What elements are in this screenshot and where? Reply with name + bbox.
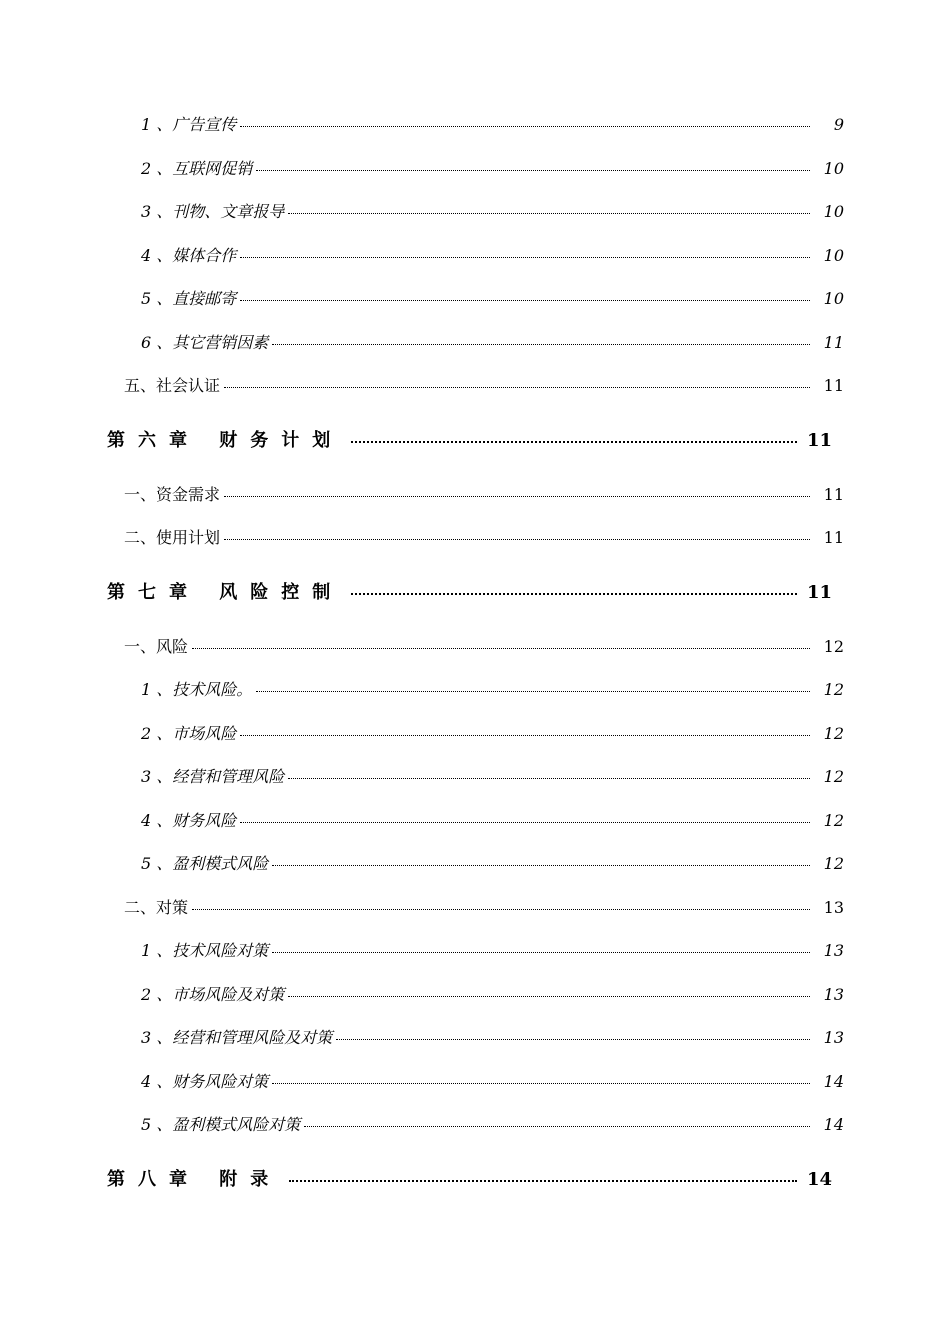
toc-entry[interactable]	[141, 808, 844, 831]
toc-entry-title: 1 、技术风险。	[141, 680, 253, 699]
toc-entry-page: 13	[823, 941, 844, 960]
dot-leader	[288, 778, 810, 779]
toc-chapter-title: 第七章 风险控制	[107, 582, 344, 603]
dot-leader	[256, 691, 810, 692]
toc-entry[interactable]	[124, 895, 844, 918]
toc-chapter-page: 11	[807, 582, 833, 603]
toc-entry[interactable]	[141, 677, 844, 700]
dot-leader	[240, 300, 810, 301]
toc-entry-title: 2 、市场风险	[141, 724, 237, 743]
toc-entry-page: 12	[823, 724, 844, 743]
dot-leader	[289, 1180, 797, 1182]
toc-entry-title: 5 、盈利模式风险	[141, 854, 269, 873]
toc-entry-title: 5 、直接邮寄	[141, 289, 237, 308]
toc-entry-page: 10	[823, 246, 844, 265]
toc-entry[interactable]	[141, 330, 844, 353]
toc-chapter[interactable]	[107, 578, 833, 604]
toc-entry[interactable]	[141, 156, 844, 179]
toc-entry-page: 11	[823, 528, 844, 547]
toc-entry-page: 14	[823, 1072, 844, 1091]
dot-leader	[272, 344, 810, 345]
toc-entry-title: 4 、媒体合作	[141, 246, 237, 265]
dot-leader	[224, 387, 810, 388]
toc-entry-page: 10	[823, 289, 844, 308]
toc-entry-title: 2 、互联网促销	[141, 159, 253, 178]
toc-chapter[interactable]	[107, 1165, 833, 1191]
toc-entry-page: 10	[823, 159, 844, 178]
toc-entry-title: 3 、经营和管理风险	[141, 767, 285, 786]
toc-entry[interactable]	[141, 112, 844, 135]
toc-entry-title: 二、使用计划	[124, 528, 221, 547]
toc-entry[interactable]	[141, 721, 844, 744]
toc-entry-title: 5 、盈利模式风险对策	[141, 1115, 301, 1134]
toc-entry-page: 11	[823, 485, 844, 504]
toc-entry-title: 3 、刊物、文章报导	[141, 202, 285, 221]
dot-leader	[224, 496, 810, 497]
dot-leader	[304, 1126, 810, 1127]
dot-leader	[224, 539, 810, 540]
dot-leader	[240, 822, 810, 823]
toc-entry[interactable]	[141, 1112, 844, 1135]
toc-entry[interactable]	[124, 482, 844, 505]
toc-entry-title: 3 、经营和管理风险及对策	[141, 1028, 333, 1047]
dot-leader	[351, 593, 797, 595]
toc-entry[interactable]	[141, 851, 844, 874]
toc-entry[interactable]	[141, 764, 844, 787]
toc-entry-title: 4 、财务风险	[141, 811, 237, 830]
toc-entry[interactable]	[141, 286, 844, 309]
toc-entry-title: 1 、技术风险对策	[141, 941, 269, 960]
toc-entry[interactable]	[124, 634, 844, 657]
toc-entry[interactable]	[141, 1069, 844, 1092]
toc-entry-page: 11	[823, 376, 844, 395]
toc-chapter-title: 第六章 财务计划	[107, 430, 344, 451]
dot-leader	[256, 170, 810, 171]
dot-leader	[240, 126, 810, 127]
dot-leader	[192, 648, 810, 649]
toc-entry-title: 一、资金需求	[124, 485, 221, 504]
toc-entry-title: 一、风险	[124, 637, 189, 656]
toc-entry[interactable]	[141, 938, 844, 961]
toc-entry[interactable]	[141, 243, 844, 266]
toc-entry[interactable]	[124, 525, 844, 548]
toc-entry-page: 14	[823, 1115, 844, 1134]
dot-leader	[272, 1083, 810, 1084]
toc-entry-title: 6 、其它营销因素	[141, 333, 269, 352]
dot-leader	[336, 1039, 810, 1040]
toc-chapter-page: 11	[807, 430, 833, 451]
toc-entry-page: 12	[823, 767, 844, 786]
dot-leader	[351, 441, 797, 443]
toc-entry-page: 12	[823, 854, 844, 873]
dot-leader	[288, 996, 810, 997]
toc-entry-title: 二、对策	[124, 898, 189, 917]
dot-leader	[192, 909, 810, 910]
toc-chapter[interactable]	[107, 426, 833, 452]
toc-entry-page: 10	[823, 202, 844, 221]
toc-entry-title: 五、社会认证	[124, 376, 221, 395]
toc-entry-page: 12	[823, 680, 844, 699]
toc-entry-page: 13	[823, 985, 844, 1004]
toc-entry[interactable]	[141, 982, 844, 1005]
toc-entry-page: 12	[823, 637, 844, 656]
toc-entry-title: 1 、广告宣传	[141, 115, 237, 134]
toc-entry-page: 9	[833, 115, 844, 134]
dot-leader	[272, 865, 810, 866]
toc-chapter-title: 第八章 附录	[107, 1169, 282, 1190]
dot-leader	[288, 213, 810, 214]
dot-leader	[240, 257, 810, 258]
toc-entry-page: 13	[823, 898, 844, 917]
toc-entry-page: 13	[823, 1028, 844, 1047]
toc-entry-page: 12	[823, 811, 844, 830]
dot-leader	[240, 735, 810, 736]
toc-entry[interactable]	[141, 199, 844, 222]
toc-entry-title: 4 、财务风险对策	[141, 1072, 269, 1091]
toc-chapter-page: 14	[807, 1169, 833, 1190]
toc-entry-page: 11	[823, 333, 844, 352]
dot-leader	[272, 952, 810, 953]
toc-entry[interactable]	[141, 1025, 844, 1048]
toc-entry[interactable]	[124, 373, 844, 396]
toc-entry-title: 2 、市场风险及对策	[141, 985, 285, 1004]
